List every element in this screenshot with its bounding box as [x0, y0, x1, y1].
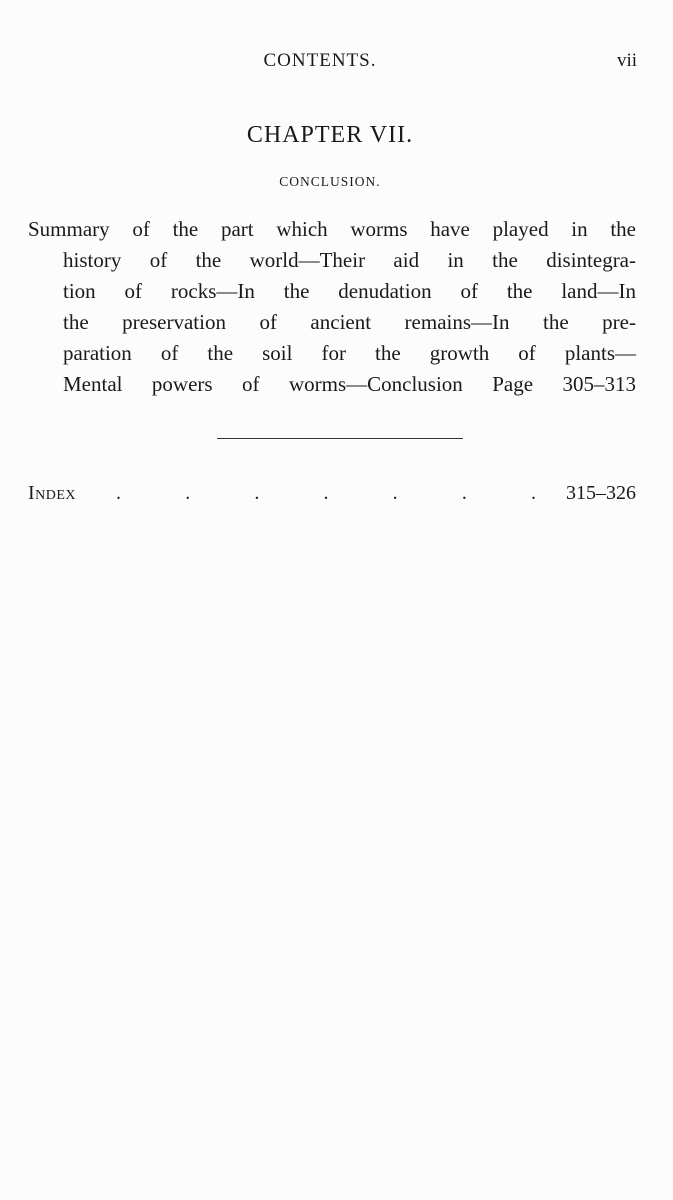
index-entry — [28, 482, 636, 505]
leader-dot: . — [185, 482, 191, 504]
leader-dot: . — [116, 482, 122, 504]
summary-line: history of the world—Their aid in the disintegra- — [63, 248, 636, 272]
chapter-heading: CHAPTER VII. — [246, 122, 414, 148]
section-divider — [217, 438, 463, 439]
leader-dot: . — [530, 482, 536, 504]
leader-dot: . — [461, 482, 467, 504]
leader-dot: . — [392, 482, 398, 504]
summary-line: paration of the soil for the growth of plants— — [63, 341, 636, 365]
summary-line: the preservation of ancient remains—In the pre- — [63, 310, 636, 334]
summary-line: Mental powers of worms—Conclusion Page 305–313 — [63, 372, 636, 396]
running-head — [0, 50, 673, 74]
leader-dot: . — [254, 482, 260, 504]
chapter-subtitle: CONCLUSION. — [279, 174, 381, 189]
summary-line: Summary of the part which worms have played in the — [28, 217, 636, 241]
index-pages: 315–326 — [566, 482, 636, 504]
chapter-summary — [28, 214, 636, 400]
leader-dot: . — [323, 482, 329, 504]
dot-leader — [76, 482, 566, 505]
page-number: vii — [616, 50, 637, 71]
index-label: Index — [28, 482, 77, 504]
running-title: CONTENTS. — [263, 50, 377, 71]
summary-line: tion of rocks—In the denudation of the land—In — [63, 279, 636, 303]
